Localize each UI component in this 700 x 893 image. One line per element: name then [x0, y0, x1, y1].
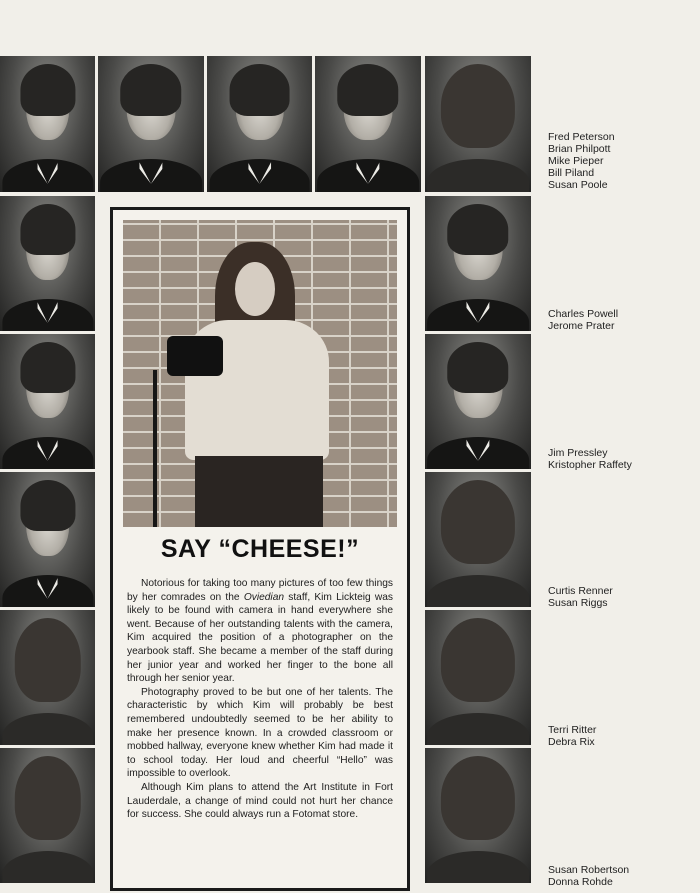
portrait-mike-pieper — [207, 56, 312, 192]
names-group-1 — [548, 131, 615, 191]
paragraph-1: Notorious for taking too many pictures of too few things by her comrades on the Oviedian staff, Kim Lickteig was likely to be found with camera in hand everywhere she went. Because of her outstanding talents with the camera, Kim acquired the position of a photographer on the yearbook staff. She became a member of the staff during her junior year and worked her finger to the bone all through her senior year. — [127, 578, 394, 685]
name-label: Kristopher Raffety — [548, 459, 632, 471]
name-label: Terri Ritter — [548, 724, 597, 736]
names-group-4 — [548, 585, 613, 609]
name-label: Debra Rix — [548, 736, 595, 748]
name-label: Curtis Renner — [548, 585, 613, 597]
names-group-5 — [548, 724, 596, 748]
feature-box — [110, 207, 410, 891]
feature-headline: SAY “CHEESE!” — [160, 535, 360, 563]
name-label: Fred Peterson — [548, 131, 615, 143]
portrait-kristopher-raffety — [425, 334, 531, 469]
name-label: Bill Piland — [548, 167, 595, 179]
names-group-3 — [548, 447, 632, 471]
portrait-donna-rohde — [425, 748, 531, 883]
names-group-2 — [548, 308, 618, 332]
portrait-bill-piland — [315, 56, 421, 192]
portrait-charles-powell — [0, 196, 95, 331]
name-label: Susan Poole — [548, 179, 608, 191]
feature-body — [127, 577, 393, 822]
feature-photo — [123, 220, 397, 527]
names-group-6 — [548, 864, 629, 888]
name-label: Donna Rohde — [548, 876, 613, 888]
name-label: Susan Riggs — [548, 597, 608, 609]
portrait-susan-robertson — [0, 748, 95, 883]
name-label: Jerome Prater — [548, 320, 615, 332]
name-label: Susan Robertson — [548, 864, 630, 876]
portrait-jim-pressley — [0, 334, 95, 469]
portrait-susan-poole — [425, 56, 531, 192]
name-label: Brian Philpott — [548, 143, 611, 155]
name-label: Mike Pieper — [548, 155, 604, 167]
paragraph-3: Although Kim plans to attend the Art Institute in Fort Lauderdale, a change of mind could not hurt her chance for success. She could always run a Fotomat store. — [127, 781, 393, 821]
portrait-terri-ritter — [0, 610, 95, 745]
portrait-brian-philpott — [98, 56, 204, 192]
portrait-jerome-prater — [425, 196, 531, 331]
portrait-fred-peterson — [0, 56, 95, 192]
portrait-susan-riggs — [425, 472, 531, 607]
camera-icon — [167, 336, 223, 376]
name-label: Jim Pressley — [548, 447, 608, 459]
portrait-debra-rix — [425, 610, 531, 745]
name-label: Charles Powell — [548, 308, 619, 320]
portrait-curtis-renner — [0, 472, 95, 607]
paragraph-2: Photography proved to be but one of her talents. The characteristic by which Kim will probably be best remembered undoubtedly seemed to be her ability to make her presence known. In a crowded classroom or mobbed hallway, everyone knew whether Kim had made it to school today. Her loud and cheerful “Hello” was impossible to overlook. — [127, 686, 393, 780]
